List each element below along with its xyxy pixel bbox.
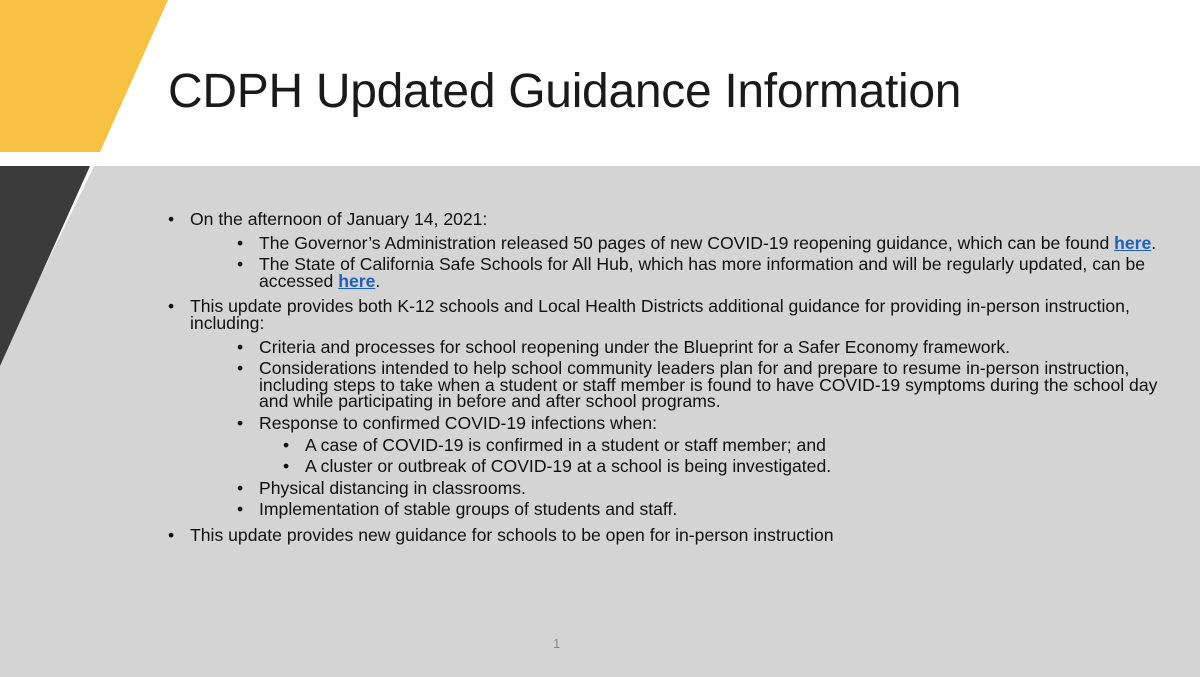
sub-bullet-text: The Governor’s Administration released 50 pages of new COVID-19 reopening guidance, which can be found	[259, 232, 1115, 253]
sub-sub-bullet-list	[259, 434, 1178, 477]
sub-bullet-item	[190, 360, 1178, 410]
sub-bullet-text: The State of California Safe Schools for All Hub, which has more information and will be regularly updated, can be accessed	[259, 254, 1146, 291]
slide-content	[168, 211, 1178, 553]
bullet-text: On the afternoon of January 14, 2021:	[190, 209, 488, 229]
sub-bullet-list	[190, 336, 1178, 520]
bullet-item	[168, 524, 1178, 545]
sub-bullet-item	[190, 412, 1178, 477]
bullet-icon: •	[237, 477, 244, 498]
sub-bullet-text: Implementation of stable groups of students and staff.	[259, 499, 678, 520]
sub-sub-bullet-text: A cluster or outbreak of COVID-19 at a school is being investigated.	[305, 456, 832, 477]
bullet-icon: •	[237, 412, 244, 433]
sub-sub-bullet-item	[259, 434, 1178, 455]
bullet-text: This update provides new guidance for schools to be open for in-person instruction	[190, 524, 834, 545]
sub-bullet-item	[190, 477, 1178, 498]
slide-title: CDPH Updated Guidance Information	[168, 65, 962, 118]
bullet-item	[168, 211, 1178, 289]
sub-sub-bullet-item	[259, 458, 1178, 475]
bullet-icon: •	[237, 336, 244, 357]
yellow-accent-shape	[0, 0, 168, 152]
bullet-icon: •	[168, 296, 175, 317]
bullet-list	[168, 211, 1178, 544]
bullet-icon: •	[283, 456, 290, 477]
sub-bullet-text: Criteria and processes for school reopening under the Blueprint for a Safer Economy framework.	[259, 336, 1011, 357]
bullet-icon: •	[237, 499, 244, 520]
bullet-icon: •	[237, 232, 244, 253]
safe-schools-hub-here-link[interactable]: here	[338, 270, 376, 291]
page-number: 1	[553, 636, 561, 651]
sub-bullet-list	[190, 232, 1178, 291]
bullet-icon: •	[168, 524, 175, 545]
sub-sub-bullet-text: A case of COVID-19 is confirmed in a student or staff member; and	[305, 434, 826, 455]
sub-bullet-item	[190, 256, 1178, 289]
bullet-icon: •	[237, 358, 244, 379]
bullet-icon: •	[237, 254, 244, 275]
sub-bullet-text: Physical distancing in classrooms.	[259, 477, 526, 498]
sub-bullet-item	[190, 232, 1178, 253]
bullet-text: This update provides both K-12 schools and Local Health Districts additional guidance for providing in-person instruction, including:	[190, 296, 1130, 333]
bullet-item	[168, 298, 1178, 518]
sub-bullet-item	[190, 336, 1178, 357]
sub-bullet-suffix: .	[1151, 232, 1157, 253]
bullet-icon: •	[283, 434, 290, 455]
guidance-here-link[interactable]: here	[1114, 232, 1152, 253]
bullet-icon: •	[168, 209, 175, 229]
sub-bullet-suffix: .	[375, 270, 381, 291]
sub-bullet-text: Considerations intended to help school community leaders plan for and prepare to resume in-person instruction, including steps to take when a student or staff member is found to have COVID-19 symptoms during the school day and while participating in before and after school programs.	[259, 358, 1158, 412]
sub-bullet-text: Response to confirmed COVID-19 infections when:	[259, 412, 658, 433]
sub-bullet-item	[190, 501, 1178, 518]
